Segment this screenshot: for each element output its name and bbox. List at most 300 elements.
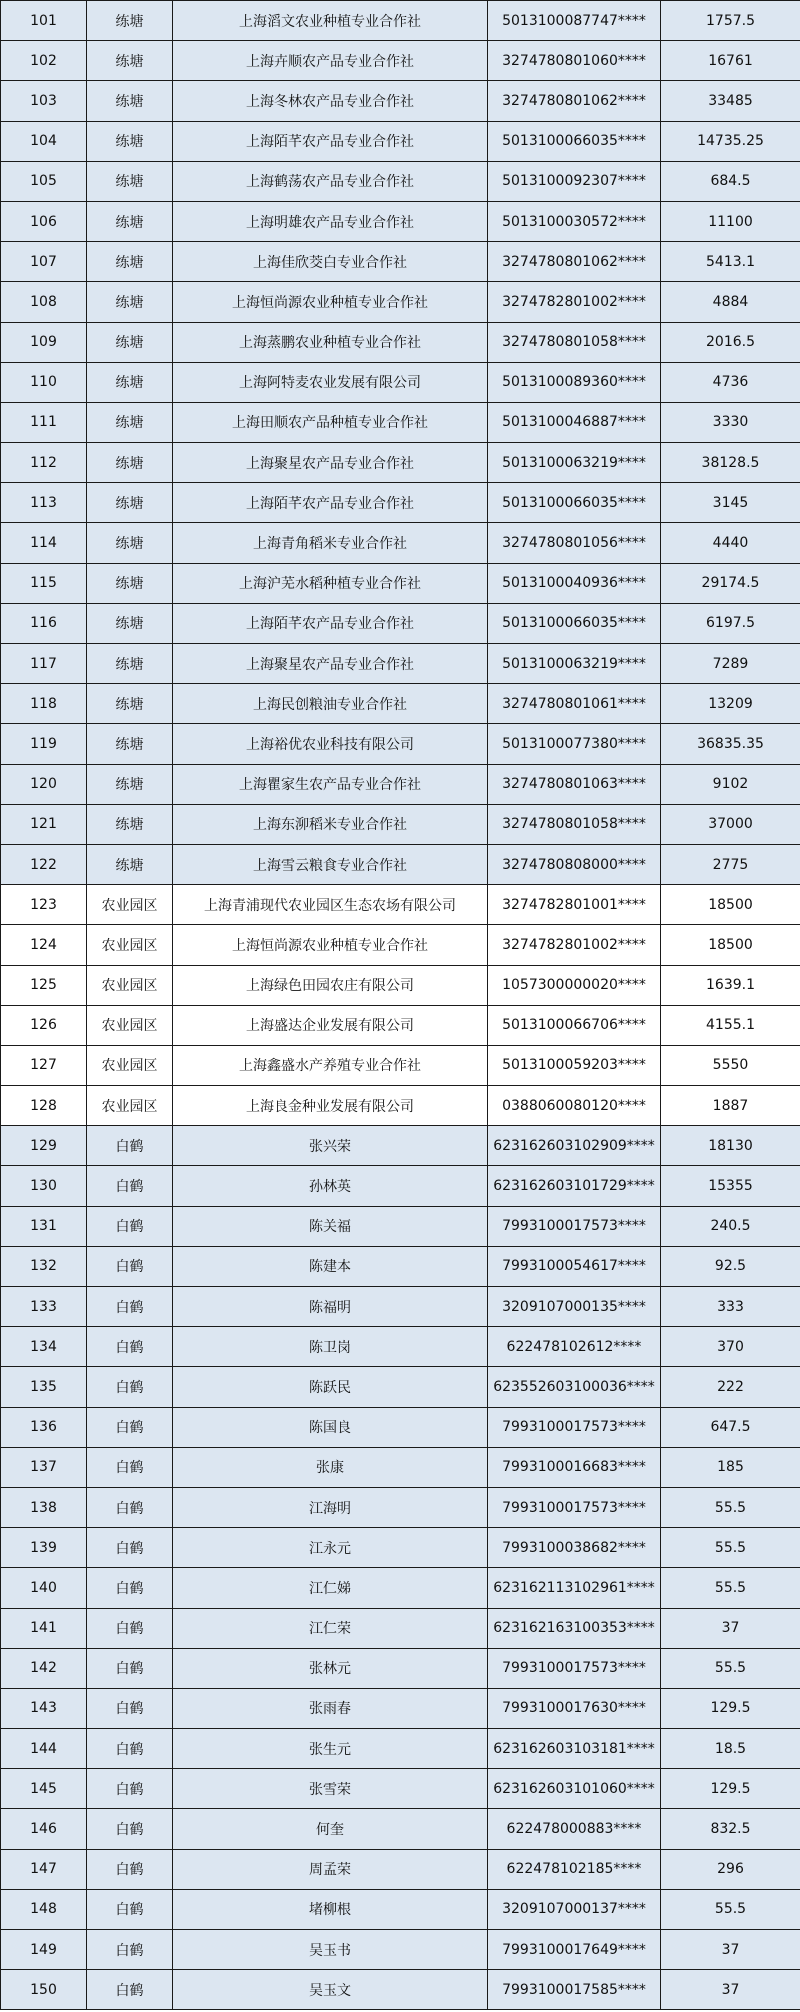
amount-cell: 55.5 bbox=[661, 1648, 800, 1688]
area-cell: 白鹤 bbox=[87, 1930, 173, 1970]
area-cell: 农业园区 bbox=[87, 925, 173, 965]
amount-cell: 18500 bbox=[661, 925, 800, 965]
amount-cell: 6197.5 bbox=[661, 603, 800, 643]
amount-cell: 5413.1 bbox=[661, 242, 800, 282]
account-cell: 7993100017573**** bbox=[488, 1487, 661, 1527]
amount-cell: 29174.5 bbox=[661, 563, 800, 603]
area-cell: 练塘 bbox=[87, 804, 173, 844]
amount-cell: 222 bbox=[661, 1367, 800, 1407]
account-cell: 7993100017630**** bbox=[488, 1688, 661, 1728]
table-row bbox=[1, 1648, 800, 1688]
amount-cell: 240.5 bbox=[661, 1206, 800, 1246]
row-number-cell: 125 bbox=[1, 965, 87, 1005]
name-cell: 张雨春 bbox=[173, 1688, 488, 1728]
name-cell: 上海聚星农产品专业合作社 bbox=[173, 443, 488, 483]
row-number-cell: 142 bbox=[1, 1648, 87, 1688]
amount-cell: 37 bbox=[661, 1608, 800, 1648]
table-row bbox=[1, 603, 800, 643]
amount-cell: 55.5 bbox=[661, 1487, 800, 1527]
area-cell: 白鹤 bbox=[87, 1246, 173, 1286]
amount-cell: 11100 bbox=[661, 201, 800, 241]
row-number-cell: 141 bbox=[1, 1608, 87, 1648]
name-cell: 上海东泖稻米专业合作社 bbox=[173, 804, 488, 844]
name-cell: 上海冬林农产品专业合作社 bbox=[173, 81, 488, 121]
row-number-cell: 144 bbox=[1, 1729, 87, 1769]
amount-cell: 4884 bbox=[661, 282, 800, 322]
row-number-cell: 135 bbox=[1, 1367, 87, 1407]
row-number-cell: 120 bbox=[1, 764, 87, 804]
row-number-cell: 108 bbox=[1, 282, 87, 322]
name-cell: 张生元 bbox=[173, 1729, 488, 1769]
table-row bbox=[1, 41, 800, 81]
account-cell: 623552603100036**** bbox=[488, 1367, 661, 1407]
amount-cell: 185 bbox=[661, 1447, 800, 1487]
area-cell: 练塘 bbox=[87, 684, 173, 724]
row-number-cell: 102 bbox=[1, 41, 87, 81]
amount-cell: 2016.5 bbox=[661, 322, 800, 362]
row-number-cell: 122 bbox=[1, 844, 87, 884]
amount-cell: 684.5 bbox=[661, 161, 800, 201]
amount-cell: 55.5 bbox=[661, 1528, 800, 1568]
name-cell: 陈跃民 bbox=[173, 1367, 488, 1407]
area-cell: 练塘 bbox=[87, 41, 173, 81]
name-cell: 上海盛达企业发展有限公司 bbox=[173, 1005, 488, 1045]
amount-cell: 37000 bbox=[661, 804, 800, 844]
area-cell: 白鹤 bbox=[87, 1487, 173, 1527]
account-cell: 5013100030572**** bbox=[488, 201, 661, 241]
account-cell: 5013100063219**** bbox=[488, 443, 661, 483]
row-number-cell: 119 bbox=[1, 724, 87, 764]
table-row bbox=[1, 1327, 800, 1367]
table-row bbox=[1, 644, 800, 684]
name-cell: 堵柳根 bbox=[173, 1889, 488, 1929]
row-number-cell: 109 bbox=[1, 322, 87, 362]
area-cell: 练塘 bbox=[87, 242, 173, 282]
account-cell: 5013100066035**** bbox=[488, 483, 661, 523]
area-cell: 练塘 bbox=[87, 644, 173, 684]
name-cell: 上海卉顺农产品专业合作社 bbox=[173, 41, 488, 81]
row-number-cell: 133 bbox=[1, 1287, 87, 1327]
amount-cell: 14735.25 bbox=[661, 121, 800, 161]
account-cell: 7993100017649**** bbox=[488, 1930, 661, 1970]
table-row bbox=[1, 844, 800, 884]
area-cell: 白鹤 bbox=[87, 1568, 173, 1608]
table-row bbox=[1, 1447, 800, 1487]
row-number-cell: 121 bbox=[1, 804, 87, 844]
area-cell: 练塘 bbox=[87, 764, 173, 804]
table-row bbox=[1, 161, 800, 201]
row-number-cell: 115 bbox=[1, 563, 87, 603]
row-number-cell: 114 bbox=[1, 523, 87, 563]
row-number-cell: 112 bbox=[1, 443, 87, 483]
account-cell: 5013100063219**** bbox=[488, 644, 661, 684]
name-cell: 张康 bbox=[173, 1447, 488, 1487]
account-cell: 5013100089360**** bbox=[488, 362, 661, 402]
area-cell: 白鹤 bbox=[87, 1166, 173, 1206]
name-cell: 上海陌芊农产品专业合作社 bbox=[173, 121, 488, 161]
area-cell: 练塘 bbox=[87, 201, 173, 241]
area-cell: 农业园区 bbox=[87, 885, 173, 925]
account-cell: 3274780801063**** bbox=[488, 764, 661, 804]
account-cell: 7993100017573**** bbox=[488, 1407, 661, 1447]
row-number-cell: 138 bbox=[1, 1487, 87, 1527]
amount-cell: 38128.5 bbox=[661, 443, 800, 483]
table-row bbox=[1, 764, 800, 804]
area-cell: 白鹤 bbox=[87, 1327, 173, 1367]
name-cell: 孙林英 bbox=[173, 1166, 488, 1206]
table-row bbox=[1, 523, 800, 563]
account-cell: 5013100066035**** bbox=[488, 121, 661, 161]
amount-cell: 3330 bbox=[661, 402, 800, 442]
name-cell: 上海青角稻米专业合作社 bbox=[173, 523, 488, 563]
amount-cell: 16761 bbox=[661, 41, 800, 81]
amount-cell: 13209 bbox=[661, 684, 800, 724]
row-number-cell: 124 bbox=[1, 925, 87, 965]
account-cell: 7993100017573**** bbox=[488, 1206, 661, 1246]
amount-cell: 1639.1 bbox=[661, 965, 800, 1005]
table-row bbox=[1, 1889, 800, 1929]
name-cell: 江仁娣 bbox=[173, 1568, 488, 1608]
table-row bbox=[1, 804, 800, 844]
table-row bbox=[1, 483, 800, 523]
name-cell: 上海蒸鹏农业种植专业合作社 bbox=[173, 322, 488, 362]
account-cell: 623162603101060**** bbox=[488, 1769, 661, 1809]
name-cell: 陈福明 bbox=[173, 1287, 488, 1327]
amount-cell: 37 bbox=[661, 1970, 800, 2010]
area-cell: 白鹤 bbox=[87, 1206, 173, 1246]
account-cell: 5013100046887**** bbox=[488, 402, 661, 442]
table-row bbox=[1, 1930, 800, 1970]
table-row bbox=[1, 1809, 800, 1849]
name-cell: 陈建本 bbox=[173, 1246, 488, 1286]
table-row bbox=[1, 402, 800, 442]
area-cell: 白鹤 bbox=[87, 1367, 173, 1407]
table-row bbox=[1, 1769, 800, 1809]
row-number-cell: 139 bbox=[1, 1528, 87, 1568]
area-cell: 农业园区 bbox=[87, 1086, 173, 1126]
amount-cell: 129.5 bbox=[661, 1769, 800, 1809]
row-number-cell: 107 bbox=[1, 242, 87, 282]
row-number-cell: 148 bbox=[1, 1889, 87, 1929]
area-cell: 练塘 bbox=[87, 603, 173, 643]
row-number-cell: 147 bbox=[1, 1849, 87, 1889]
row-number-cell: 134 bbox=[1, 1327, 87, 1367]
amount-cell: 33485 bbox=[661, 81, 800, 121]
amount-cell: 832.5 bbox=[661, 1809, 800, 1849]
amount-cell: 18.5 bbox=[661, 1729, 800, 1769]
table-row bbox=[1, 1688, 800, 1728]
amount-cell: 9102 bbox=[661, 764, 800, 804]
name-cell: 上海绿色田园农庄有限公司 bbox=[173, 965, 488, 1005]
account-cell: 623162603102909**** bbox=[488, 1126, 661, 1166]
table-row bbox=[1, 1849, 800, 1889]
account-cell: 5013100066035**** bbox=[488, 603, 661, 643]
area-cell: 练塘 bbox=[87, 483, 173, 523]
name-cell: 张林元 bbox=[173, 1648, 488, 1688]
amount-cell: 296 bbox=[661, 1849, 800, 1889]
name-cell: 周孟荣 bbox=[173, 1849, 488, 1889]
name-cell: 上海明雄农产品专业合作社 bbox=[173, 201, 488, 241]
name-cell: 上海田顺农产品种植专业合作社 bbox=[173, 402, 488, 442]
area-cell: 练塘 bbox=[87, 161, 173, 201]
row-number-cell: 118 bbox=[1, 684, 87, 724]
account-cell: 622478102612**** bbox=[488, 1327, 661, 1367]
table-row bbox=[1, 362, 800, 402]
table-row bbox=[1, 1246, 800, 1286]
account-cell: 623162113102961**** bbox=[488, 1568, 661, 1608]
account-cell: 3274780801061**** bbox=[488, 684, 661, 724]
table-row bbox=[1, 242, 800, 282]
row-number-cell: 150 bbox=[1, 1970, 87, 2010]
row-number-cell: 101 bbox=[1, 1, 87, 41]
table-row bbox=[1, 81, 800, 121]
row-number-cell: 146 bbox=[1, 1809, 87, 1849]
table-row bbox=[1, 1045, 800, 1085]
name-cell: 江仁荣 bbox=[173, 1608, 488, 1648]
table-row bbox=[1, 885, 800, 925]
table-row bbox=[1, 684, 800, 724]
row-number-cell: 111 bbox=[1, 402, 87, 442]
area-cell: 练塘 bbox=[87, 402, 173, 442]
table-row bbox=[1, 121, 800, 161]
row-number-cell: 132 bbox=[1, 1246, 87, 1286]
amount-cell: 92.5 bbox=[661, 1246, 800, 1286]
area-cell: 白鹤 bbox=[87, 1648, 173, 1688]
amount-cell: 15355 bbox=[661, 1166, 800, 1206]
row-number-cell: 127 bbox=[1, 1045, 87, 1085]
table-row bbox=[1, 563, 800, 603]
account-cell: 1057300000020**** bbox=[488, 965, 661, 1005]
amount-cell: 4736 bbox=[661, 362, 800, 402]
account-cell: 5013100066706**** bbox=[488, 1005, 661, 1045]
row-number-cell: 140 bbox=[1, 1568, 87, 1608]
row-number-cell: 116 bbox=[1, 603, 87, 643]
area-cell: 白鹤 bbox=[87, 1688, 173, 1728]
account-cell: 623162163100353**** bbox=[488, 1608, 661, 1648]
area-cell: 农业园区 bbox=[87, 965, 173, 1005]
row-number-cell: 128 bbox=[1, 1086, 87, 1126]
account-cell: 5013100087747**** bbox=[488, 1, 661, 41]
account-cell: 622478102185**** bbox=[488, 1849, 661, 1889]
account-cell: 3274780801058**** bbox=[488, 322, 661, 362]
row-number-cell: 131 bbox=[1, 1206, 87, 1246]
name-cell: 上海裕优农业科技有限公司 bbox=[173, 724, 488, 764]
table-row bbox=[1, 1086, 800, 1126]
table-row bbox=[1, 201, 800, 241]
name-cell: 上海雪云粮食专业合作社 bbox=[173, 844, 488, 884]
amount-cell: 333 bbox=[661, 1287, 800, 1327]
row-number-cell: 110 bbox=[1, 362, 87, 402]
area-cell: 白鹤 bbox=[87, 1608, 173, 1648]
amount-cell: 4440 bbox=[661, 523, 800, 563]
table-row bbox=[1, 1568, 800, 1608]
amount-cell: 1887 bbox=[661, 1086, 800, 1126]
area-cell: 练塘 bbox=[87, 362, 173, 402]
account-cell: 3274780801056**** bbox=[488, 523, 661, 563]
account-cell: 5013100092307**** bbox=[488, 161, 661, 201]
area-cell: 农业园区 bbox=[87, 1005, 173, 1045]
area-cell: 白鹤 bbox=[87, 1407, 173, 1447]
name-cell: 上海民创粮油专业合作社 bbox=[173, 684, 488, 724]
name-cell: 上海鑫盛水产养殖专业合作社 bbox=[173, 1045, 488, 1085]
table-row bbox=[1, 1, 800, 41]
account-cell: 3274780808000**** bbox=[488, 844, 661, 884]
account-cell: 3274782801002**** bbox=[488, 925, 661, 965]
area-cell: 白鹤 bbox=[87, 1287, 173, 1327]
name-cell: 陈关福 bbox=[173, 1206, 488, 1246]
name-cell: 上海瞿家生农产品专业合作社 bbox=[173, 764, 488, 804]
amount-cell: 129.5 bbox=[661, 1688, 800, 1728]
row-number-cell: 103 bbox=[1, 81, 87, 121]
area-cell: 练塘 bbox=[87, 282, 173, 322]
area-cell: 练塘 bbox=[87, 844, 173, 884]
table-row bbox=[1, 1528, 800, 1568]
row-number-cell: 137 bbox=[1, 1447, 87, 1487]
account-cell: 7993100017585**** bbox=[488, 1970, 661, 2010]
table-row bbox=[1, 1407, 800, 1447]
table-row bbox=[1, 322, 800, 362]
table-row bbox=[1, 724, 800, 764]
row-number-cell: 126 bbox=[1, 1005, 87, 1045]
name-cell: 上海鹤荡农产品专业合作社 bbox=[173, 161, 488, 201]
amount-cell: 4155.1 bbox=[661, 1005, 800, 1045]
name-cell: 江海明 bbox=[173, 1487, 488, 1527]
row-number-cell: 113 bbox=[1, 483, 87, 523]
table-row bbox=[1, 925, 800, 965]
amount-cell: 3145 bbox=[661, 483, 800, 523]
area-cell: 白鹤 bbox=[87, 1528, 173, 1568]
area-cell: 白鹤 bbox=[87, 1447, 173, 1487]
name-cell: 上海恒尚源农业种植专业合作社 bbox=[173, 925, 488, 965]
amount-cell: 55.5 bbox=[661, 1568, 800, 1608]
table-row bbox=[1, 1126, 800, 1166]
row-number-cell: 105 bbox=[1, 161, 87, 201]
table-row bbox=[1, 1729, 800, 1769]
amount-cell: 1757.5 bbox=[661, 1, 800, 41]
table-row bbox=[1, 1166, 800, 1206]
amount-cell: 37 bbox=[661, 1930, 800, 1970]
table-row bbox=[1, 1608, 800, 1648]
name-cell: 上海青浦现代农业园区生态农场有限公司 bbox=[173, 885, 488, 925]
area-cell: 练塘 bbox=[87, 523, 173, 563]
account-cell: 7993100054617**** bbox=[488, 1246, 661, 1286]
row-number-cell: 130 bbox=[1, 1166, 87, 1206]
row-number-cell: 149 bbox=[1, 1930, 87, 1970]
row-number-cell: 145 bbox=[1, 1769, 87, 1809]
amount-cell: 18130 bbox=[661, 1126, 800, 1166]
name-cell: 上海恒尚源农业种植专业合作社 bbox=[173, 282, 488, 322]
table-row bbox=[1, 1005, 800, 1045]
name-cell: 上海滔文农业种植专业合作社 bbox=[173, 1, 488, 41]
account-cell: 3274782801001**** bbox=[488, 885, 661, 925]
account-cell: 5013100040936**** bbox=[488, 563, 661, 603]
area-cell: 白鹤 bbox=[87, 1849, 173, 1889]
area-cell: 白鹤 bbox=[87, 1889, 173, 1929]
table-row bbox=[1, 1970, 800, 2010]
table-row bbox=[1, 1487, 800, 1527]
row-number-cell: 129 bbox=[1, 1126, 87, 1166]
area-cell: 练塘 bbox=[87, 121, 173, 161]
name-cell: 吴玉书 bbox=[173, 1930, 488, 1970]
table-row bbox=[1, 1206, 800, 1246]
area-cell: 白鹤 bbox=[87, 1769, 173, 1809]
name-cell: 上海佳欣茭白专业合作社 bbox=[173, 242, 488, 282]
account-cell: 3274780801060**** bbox=[488, 41, 661, 81]
account-cell: 622478000883**** bbox=[488, 1809, 661, 1849]
account-cell: 3274782801002**** bbox=[488, 282, 661, 322]
table-row bbox=[1, 443, 800, 483]
account-cell: 3274780801062**** bbox=[488, 81, 661, 121]
area-cell: 练塘 bbox=[87, 724, 173, 764]
name-cell: 上海陌芊农产品专业合作社 bbox=[173, 603, 488, 643]
area-cell: 练塘 bbox=[87, 81, 173, 121]
row-number-cell: 123 bbox=[1, 885, 87, 925]
account-cell: 5013100077380**** bbox=[488, 724, 661, 764]
account-cell: 7993100017573**** bbox=[488, 1648, 661, 1688]
name-cell: 张兴荣 bbox=[173, 1126, 488, 1166]
account-cell: 5013100059203**** bbox=[488, 1045, 661, 1085]
area-cell: 练塘 bbox=[87, 1, 173, 41]
amount-cell: 5550 bbox=[661, 1045, 800, 1085]
amount-cell: 2775 bbox=[661, 844, 800, 884]
name-cell: 上海聚星农产品专业合作社 bbox=[173, 644, 488, 684]
area-cell: 练塘 bbox=[87, 563, 173, 603]
area-cell: 练塘 bbox=[87, 443, 173, 483]
name-cell: 上海阿特麦农业发展有限公司 bbox=[173, 362, 488, 402]
area-cell: 练塘 bbox=[87, 322, 173, 362]
name-cell: 吴玉文 bbox=[173, 1970, 488, 2010]
name-cell: 上海沪芜水稻种植专业合作社 bbox=[173, 563, 488, 603]
name-cell: 陈国良 bbox=[173, 1407, 488, 1447]
area-cell: 白鹤 bbox=[87, 1970, 173, 2010]
name-cell: 上海陌芊农产品专业合作社 bbox=[173, 483, 488, 523]
account-cell: 623162603101729**** bbox=[488, 1166, 661, 1206]
area-cell: 白鹤 bbox=[87, 1809, 173, 1849]
area-cell: 白鹤 bbox=[87, 1729, 173, 1769]
account-cell: 623162603103181**** bbox=[488, 1729, 661, 1769]
row-number-cell: 117 bbox=[1, 644, 87, 684]
name-cell: 陈卫岗 bbox=[173, 1327, 488, 1367]
account-cell: 3274780801058**** bbox=[488, 804, 661, 844]
account-cell: 7993100016683**** bbox=[488, 1447, 661, 1487]
row-number-cell: 136 bbox=[1, 1407, 87, 1447]
table-row bbox=[1, 1367, 800, 1407]
amount-cell: 36835.35 bbox=[661, 724, 800, 764]
area-cell: 农业园区 bbox=[87, 1045, 173, 1085]
account-cell: 3209107000137**** bbox=[488, 1889, 661, 1929]
row-number-cell: 104 bbox=[1, 121, 87, 161]
name-cell: 上海良金种业发展有限公司 bbox=[173, 1086, 488, 1126]
area-cell: 白鹤 bbox=[87, 1126, 173, 1166]
row-number-cell: 106 bbox=[1, 201, 87, 241]
table-row bbox=[1, 282, 800, 322]
name-cell: 江永元 bbox=[173, 1528, 488, 1568]
amount-cell: 647.5 bbox=[661, 1407, 800, 1447]
account-cell: 3209107000135**** bbox=[488, 1287, 661, 1327]
name-cell: 何奎 bbox=[173, 1809, 488, 1849]
name-cell: 张雪荣 bbox=[173, 1769, 488, 1809]
account-cell: 7993100038682**** bbox=[488, 1528, 661, 1568]
amount-cell: 55.5 bbox=[661, 1889, 800, 1929]
amount-cell: 370 bbox=[661, 1327, 800, 1367]
account-cell: 3274780801062**** bbox=[488, 242, 661, 282]
account-cell: 0388060080120**** bbox=[488, 1086, 661, 1126]
table-row bbox=[1, 1287, 800, 1327]
table-body bbox=[1, 1, 800, 2010]
amount-cell: 18500 bbox=[661, 885, 800, 925]
row-number-cell: 143 bbox=[1, 1688, 87, 1728]
table-row bbox=[1, 965, 800, 1005]
